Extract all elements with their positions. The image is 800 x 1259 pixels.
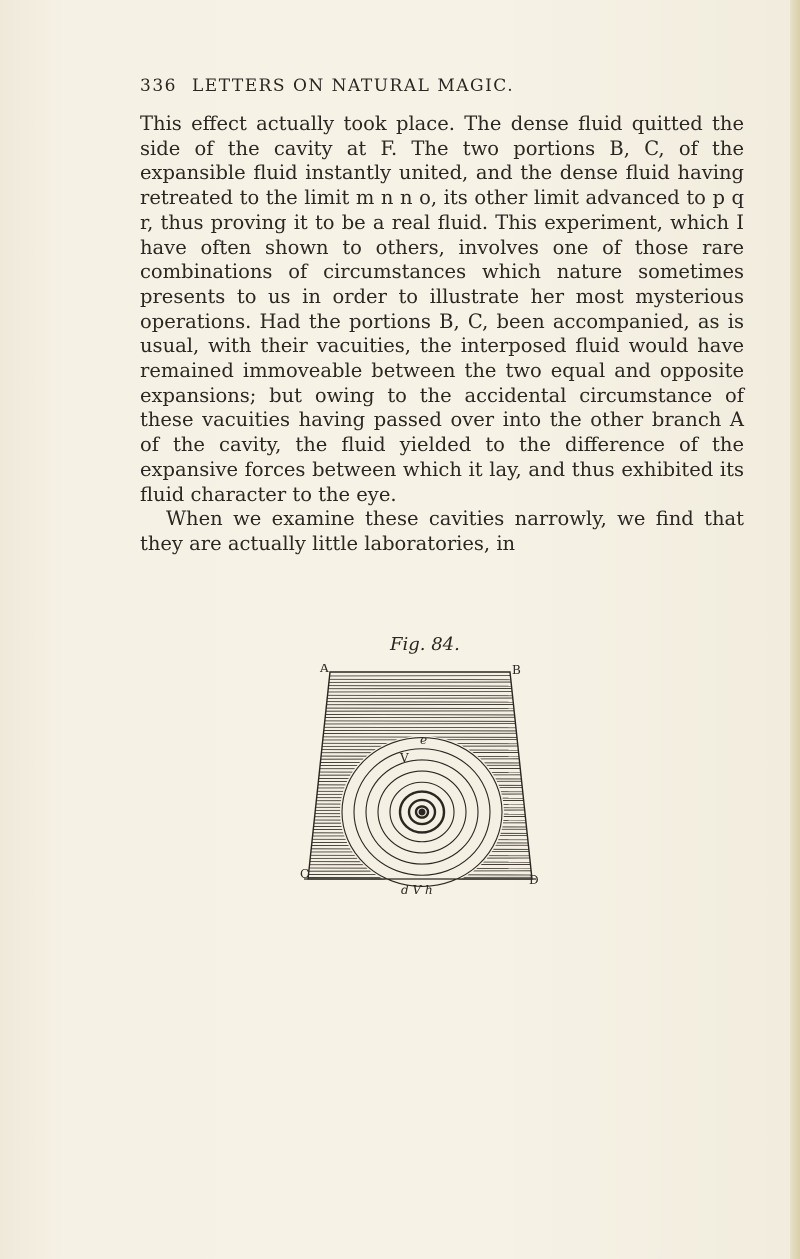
page-edge — [790, 0, 800, 1259]
label-bottom: d V h — [401, 883, 433, 897]
page-number: 336 — [140, 76, 177, 96]
ring-center — [419, 809, 425, 815]
figure-84-illustration — [300, 664, 540, 914]
running-head: LETTERS ON NATURAL MAGIC. — [192, 76, 515, 96]
label-c: C — [300, 867, 310, 881]
figure-caption: Fig. 84. — [390, 634, 460, 655]
label-e: e — [420, 733, 428, 747]
crystal-cavity-engraving — [300, 664, 540, 914]
body-text — [140, 112, 744, 557]
page-header — [140, 76, 740, 106]
label-d: D — [529, 873, 539, 887]
paragraph-2: When we examine these cavities narrowly, we find that they are actually little laboratories, in — [140, 507, 744, 555]
label-a: A — [320, 664, 329, 675]
paragraph-1: This effect actually took place. The dense fluid quitted the side of the cavity at F. The two portions B, C, of the expansible fluid instantly united, and the dense fluid having retreated to the limit m n n o, its other limit advanced to p q r, thus proving it to be a real fluid. This experiment, which I have often shown to others, involves one of those rare combinations of circumstances which nature sometimes presents to us in order to illustrate her most mysterious operations. Had the portions B, C, been accompanied, as is usual, with their vacuities, the interposed fluid would have remained immoveable between the two equal and opposite expansions; but owing to the accidental circumstance of these vacuities having passed over into the other branch A of the cavity, the fluid yielded to the difference of the expansive forces between which it lay, and thus exhibited its fluid character to the eye. — [140, 112, 744, 506]
label-b: B — [512, 664, 521, 677]
label-v: V — [400, 751, 409, 765]
